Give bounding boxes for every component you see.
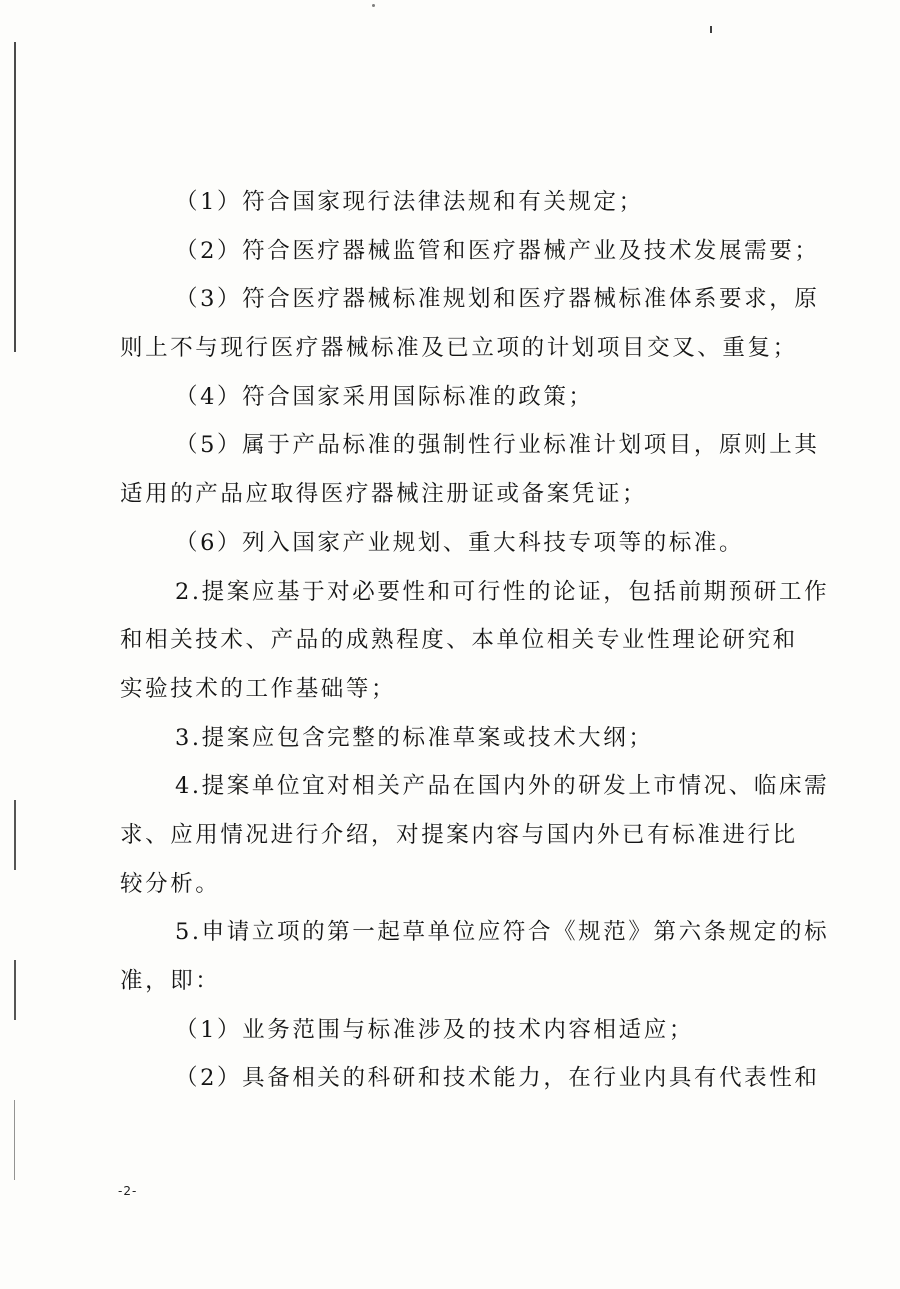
paragraph-4-line: 4.提案单位宜对相关产品在国内外的研发上市情况、临床需 — [175, 773, 830, 800]
item-4-line: （4）符合国家采用国际标准的政策； — [175, 383, 594, 410]
item-3-line: （3）符合医疗器械标准规划和医疗器械标准体系要求，原 — [175, 286, 820, 313]
paragraph-5-continuation: 准，即： — [120, 968, 221, 994]
page-number: -2- — [118, 1184, 138, 1198]
sub-item-1-line: （1）业务范围与标准涉及的技术内容相适应； — [175, 1016, 694, 1043]
paragraph-4-continuation: 较分析。 — [120, 870, 221, 897]
item-2-line: （2）符合医疗器械监管和医疗器械产业及技术发展需要； — [175, 237, 820, 264]
item-5-line: （5）属于产品标准的强制性行业标准计划项目，原则上其 — [175, 432, 820, 459]
document-body — [120, 178, 830, 1103]
paragraph-5-line: 5.申请立项的第一起草单位应符合《规范》第六条规定的标 — [175, 919, 830, 946]
item-6-line: （6）列入国家产业规划、重大科技专项等的标准。 — [175, 529, 745, 556]
paragraph-4-continuation: 求、应用情况进行介绍，对提案内容与国内外已有标准进行比 — [120, 821, 798, 848]
scan-edge-mark — [14, 800, 16, 870]
sub-item-2-line: （2）具备相关的科研和技术能力，在行业内具有代表性和 — [175, 1065, 820, 1092]
item-5-continuation: 适用的产品应取得医疗器械注册证或备案凭证； — [120, 481, 648, 508]
paragraph-2-line: 2.提案应基于对必要性和可行性的论证，包括前期预研工作 — [175, 578, 830, 605]
paragraph-2-continuation: 和相关技术、产品的成熟程度、本单位相关专业性理论研究和 — [120, 627, 798, 654]
item-1-line: （1）符合国家现行法律法规和有关规定； — [175, 189, 644, 215]
scan-edge-mark — [14, 42, 16, 352]
item-3-continuation: 则上不与现行医疗器械标准及已立项的计划项目交叉、重复； — [120, 335, 798, 362]
scan-speck — [710, 26, 712, 33]
paragraph-2-continuation: 实验技术的工作基础等； — [120, 675, 397, 702]
paragraph-3-line: 3.提案应包含完整的标准草案或技术大纲； — [175, 724, 654, 751]
scan-edge-mark — [14, 960, 16, 1020]
scan-edge-mark — [14, 1100, 15, 1180]
scan-speck — [372, 4, 375, 7]
